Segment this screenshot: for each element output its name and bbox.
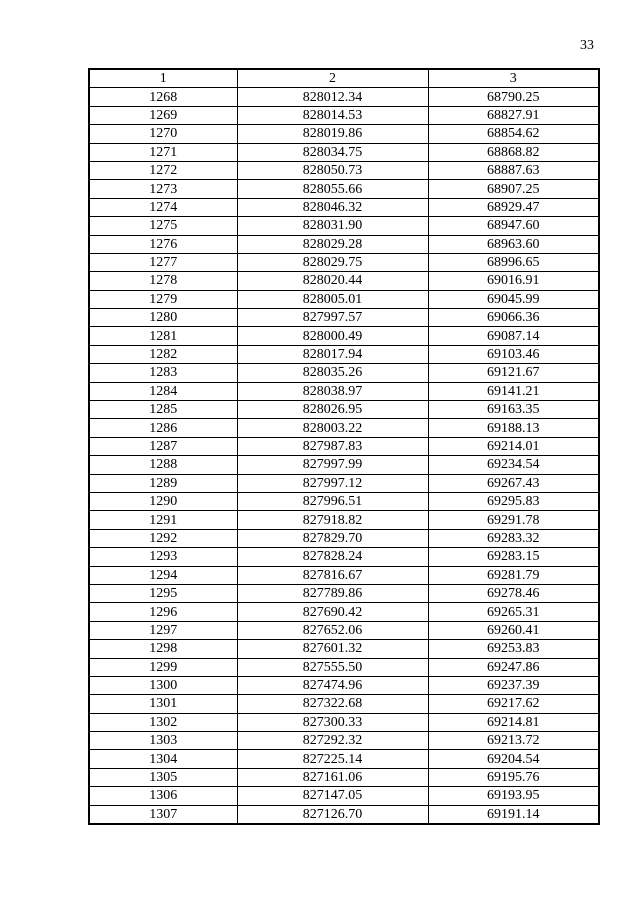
x-coordinate-cell: 827987.83 [237,437,428,455]
x-coordinate-cell: 828026.95 [237,401,428,419]
y-coordinate-cell: 69066.36 [428,309,599,327]
y-coordinate-cell: 69087.14 [428,327,599,345]
y-coordinate-cell: 69265.31 [428,603,599,621]
point-number-cell: 1295 [89,584,237,602]
table-row [89,584,599,602]
point-number-cell: 1280 [89,309,237,327]
y-coordinate-cell: 69141.21 [428,382,599,400]
point-number-cell: 1275 [89,217,237,235]
point-number-cell: 1290 [89,492,237,510]
y-coordinate-cell: 68996.65 [428,253,599,271]
x-coordinate-cell: 827829.70 [237,529,428,547]
table-row [89,106,599,124]
column-header-2: 2 [237,69,428,88]
y-coordinate-cell: 69188.13 [428,419,599,437]
point-number-cell: 1281 [89,327,237,345]
point-number-cell: 1283 [89,364,237,382]
point-number-cell: 1273 [89,180,237,198]
table-row [89,309,599,327]
point-number-cell: 1304 [89,750,237,768]
y-coordinate-cell: 69191.14 [428,805,599,824]
y-coordinate-cell: 69260.41 [428,621,599,639]
table-row [89,787,599,805]
point-number-cell: 1274 [89,198,237,216]
x-coordinate-cell: 828046.32 [237,198,428,216]
point-number-cell: 1292 [89,529,237,547]
x-coordinate-cell: 828038.97 [237,382,428,400]
point-number-cell: 1268 [89,88,237,106]
table-row [89,198,599,216]
x-coordinate-cell: 827322.68 [237,695,428,713]
x-coordinate-cell: 828017.94 [237,345,428,363]
table-row [89,713,599,731]
column-header-3: 3 [428,69,599,88]
point-number-cell: 1293 [89,548,237,566]
x-coordinate-cell: 827292.32 [237,732,428,750]
x-coordinate-cell: 827918.82 [237,511,428,529]
table-row [89,180,599,198]
point-number-cell: 1299 [89,658,237,676]
y-coordinate-cell: 69195.76 [428,768,599,786]
y-coordinate-cell: 69237.39 [428,676,599,694]
table-row [89,474,599,492]
x-coordinate-cell: 827126.70 [237,805,428,824]
point-number-cell: 1305 [89,768,237,786]
y-coordinate-cell: 69103.46 [428,345,599,363]
table-row [89,529,599,547]
y-coordinate-cell: 69283.32 [428,529,599,547]
table-row [89,217,599,235]
x-coordinate-cell: 827690.42 [237,603,428,621]
y-coordinate-cell: 69295.83 [428,492,599,510]
x-coordinate-cell: 828019.86 [237,125,428,143]
y-coordinate-cell: 69163.35 [428,401,599,419]
point-number-cell: 1286 [89,419,237,437]
coordinates-table [88,68,600,825]
point-number-cell: 1282 [89,345,237,363]
x-coordinate-cell: 828029.75 [237,253,428,271]
y-coordinate-cell: 69278.46 [428,584,599,602]
point-number-cell: 1279 [89,290,237,308]
y-coordinate-cell: 69121.67 [428,364,599,382]
y-coordinate-cell: 69214.81 [428,713,599,731]
point-number-cell: 1296 [89,603,237,621]
point-number-cell: 1276 [89,235,237,253]
y-coordinate-cell: 69267.43 [428,474,599,492]
x-coordinate-cell: 827652.06 [237,621,428,639]
point-number-cell: 1287 [89,437,237,455]
y-coordinate-cell: 69281.79 [428,566,599,584]
x-coordinate-cell: 827555.50 [237,658,428,676]
point-number-cell: 1288 [89,456,237,474]
y-coordinate-cell: 68907.25 [428,180,599,198]
y-coordinate-cell: 69213.72 [428,732,599,750]
table-row [89,492,599,510]
y-coordinate-cell: 69204.54 [428,750,599,768]
column-header-1: 1 [89,69,237,88]
y-coordinate-cell: 68963.60 [428,235,599,253]
y-coordinate-cell: 69045.99 [428,290,599,308]
point-number-cell: 1291 [89,511,237,529]
table-row [89,327,599,345]
table-row [89,805,599,824]
point-number-cell: 1298 [89,640,237,658]
y-coordinate-cell: 68887.63 [428,161,599,179]
y-coordinate-cell: 69247.86 [428,658,599,676]
table-row [89,548,599,566]
table-row [89,161,599,179]
table-row [89,364,599,382]
x-coordinate-cell: 828050.73 [237,161,428,179]
x-coordinate-cell: 827828.24 [237,548,428,566]
table-row [89,272,599,290]
x-coordinate-cell: 828029.28 [237,235,428,253]
x-coordinate-cell: 828020.44 [237,272,428,290]
x-coordinate-cell: 827816.67 [237,566,428,584]
table-row [89,437,599,455]
y-coordinate-cell: 68947.60 [428,217,599,235]
x-coordinate-cell: 828000.49 [237,327,428,345]
y-coordinate-cell: 68854.62 [428,125,599,143]
x-coordinate-cell: 827601.32 [237,640,428,658]
point-number-cell: 1303 [89,732,237,750]
table-row [89,511,599,529]
y-coordinate-cell: 68929.47 [428,198,599,216]
table-row [89,143,599,161]
x-coordinate-cell: 827997.99 [237,456,428,474]
point-number-cell: 1277 [89,253,237,271]
table-row [89,125,599,143]
x-coordinate-cell: 827789.86 [237,584,428,602]
point-number-cell: 1285 [89,401,237,419]
table-body [89,88,599,824]
point-number-cell: 1271 [89,143,237,161]
y-coordinate-cell: 68790.25 [428,88,599,106]
table-row [89,253,599,271]
y-coordinate-cell: 68827.91 [428,106,599,124]
x-coordinate-cell: 828055.66 [237,180,428,198]
point-number-cell: 1269 [89,106,237,124]
table-row [89,603,599,621]
point-number-cell: 1294 [89,566,237,584]
x-coordinate-cell: 827225.14 [237,750,428,768]
table-row [89,732,599,750]
point-number-cell: 1301 [89,695,237,713]
table-row [89,345,599,363]
x-coordinate-cell: 828031.90 [237,217,428,235]
y-coordinate-cell: 68868.82 [428,143,599,161]
y-coordinate-cell: 69253.83 [428,640,599,658]
y-coordinate-cell: 69234.54 [428,456,599,474]
x-coordinate-cell: 828003.22 [237,419,428,437]
point-number-cell: 1272 [89,161,237,179]
point-number-cell: 1307 [89,805,237,824]
page-number: 33 [580,38,594,53]
table-row [89,566,599,584]
point-number-cell: 1284 [89,382,237,400]
x-coordinate-cell: 827300.33 [237,713,428,731]
table-row [89,676,599,694]
point-number-cell: 1302 [89,713,237,731]
y-coordinate-cell: 69217.62 [428,695,599,713]
x-coordinate-cell: 828014.53 [237,106,428,124]
point-number-cell: 1270 [89,125,237,143]
y-coordinate-cell: 69283.15 [428,548,599,566]
point-number-cell: 1278 [89,272,237,290]
table-row [89,401,599,419]
table-row [89,88,599,106]
table-row [89,621,599,639]
table-row [89,235,599,253]
x-coordinate-cell: 827161.06 [237,768,428,786]
table-row [89,658,599,676]
y-coordinate-cell: 69016.91 [428,272,599,290]
table-row [89,768,599,786]
x-coordinate-cell: 828035.26 [237,364,428,382]
x-coordinate-cell: 827997.12 [237,474,428,492]
table-row [89,456,599,474]
point-number-cell: 1300 [89,676,237,694]
table-row [89,382,599,400]
y-coordinate-cell: 69214.01 [428,437,599,455]
table-row [89,290,599,308]
x-coordinate-cell: 828012.34 [237,88,428,106]
y-coordinate-cell: 69193.95 [428,787,599,805]
table-header-row [89,69,599,88]
table-row [89,640,599,658]
x-coordinate-cell: 827474.96 [237,676,428,694]
y-coordinate-cell: 69291.78 [428,511,599,529]
x-coordinate-cell: 828034.75 [237,143,428,161]
point-number-cell: 1289 [89,474,237,492]
point-number-cell: 1306 [89,787,237,805]
table-row [89,695,599,713]
table-row [89,750,599,768]
point-number-cell: 1297 [89,621,237,639]
x-coordinate-cell: 827147.05 [237,787,428,805]
x-coordinate-cell: 827997.57 [237,309,428,327]
x-coordinate-cell: 828005.01 [237,290,428,308]
x-coordinate-cell: 827996.51 [237,492,428,510]
table-row [89,419,599,437]
